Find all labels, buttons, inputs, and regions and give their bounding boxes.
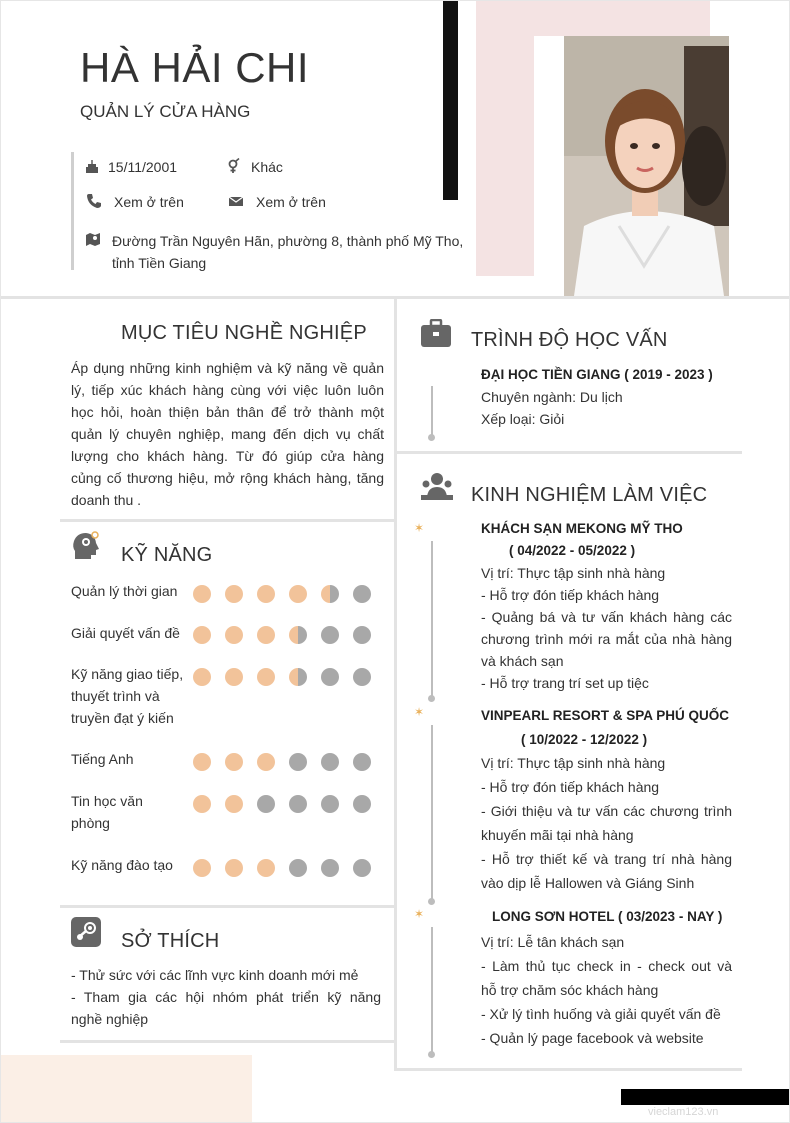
timeline-end [428,695,435,702]
skill-label: Giải quyết vấn đề [71,625,180,641]
skill-label: Quản lý thời gian [71,583,178,599]
objective-line: quản lý chuyên nghiệp, mang đến dịch vụ chất [71,426,384,442]
skills-divider [60,905,394,908]
profile-photo-illustration [564,36,729,296]
skill-dot [353,859,371,877]
skill-dot [321,753,339,771]
profile-photo [564,36,729,296]
briefcase-icon [421,319,451,352]
hobbies-divider [60,1040,394,1043]
skill-dot [257,753,275,771]
steam-hobby-icon [71,917,101,952]
skills-title: KỸ NĂNG [121,544,213,566]
skill-label: Tin học văn phòng [71,793,143,831]
skill-dot [193,753,211,771]
address-line-2: tỉnh Tiền Giang [112,255,207,271]
job-details [481,751,732,895]
school-name: ĐẠI HỌC TIỀN GIANG ( 2019 - 2023 ) [481,367,713,382]
skills-head-icon [71,531,101,566]
decor-peach-block [0,1055,252,1123]
skill-dot [225,859,243,877]
phone-icon [86,193,102,209]
job-line: và khách sạn [481,653,564,669]
skill-dot [321,859,339,877]
job-line: - Xử lý tình huống và giải quyết vấn đề [481,1006,721,1022]
skill-label: Kỹ năng giao tiếp, thuyết trình và truyền đạt ý kiến [71,666,184,726]
hobby-item: nghề nghiệp [71,1011,149,1027]
skill-dot [193,668,211,686]
phone-value: Xem ở trên [114,194,184,210]
skill-dot [321,668,339,686]
skill-dot [193,859,211,877]
job-details [481,562,732,694]
skill-dot [225,626,243,644]
timeline-line [431,386,433,436]
job-line: - Hỗ trợ đón tiếp khách hàng [481,587,660,603]
timeline-star-icon: ✶ [414,705,425,719]
column-divider [394,296,397,1068]
skill-label: Tiếng Anh [71,751,134,767]
objective-line: củng cố thương hiệu, mở rộng khách hàng, tăng [71,470,384,486]
job-line: Vị trí: Thực tập sinh nhà hàng [481,565,666,581]
job-line: - Quảng bá và tư vấn khách hàng các [481,609,732,625]
job-period: ( 04/2022 - 05/2022 ) [509,543,636,558]
decor-black-bar [443,0,458,200]
timeline-end [428,898,435,905]
objective-line: lượng cho khách hàng. Từ đó giúp cửa hàng [71,448,384,464]
skill-dot [225,795,243,813]
timeline-star-icon: ✶ [414,907,425,921]
email-envelope-icon [228,193,244,209]
job-company: KHÁCH SẠN MEKONG MỸ THO [481,521,683,536]
education-grade: Xếp loại: Giỏi [481,411,565,427]
skill-rating [193,795,371,813]
job-line: - Hỗ trợ thiết kế và trang trí nhà hàng [481,851,732,867]
skill-dot [289,626,307,644]
job-line: vào dịp lễ Hallowen và Giáng Sinh [481,875,695,891]
experience-title: KINH NGHIỆM LÀM VIỆC [471,484,708,506]
objective-text [71,357,384,511]
birthday-cake-icon [84,158,100,174]
gender-value: Khác [251,159,283,175]
skill-dot [321,795,339,813]
job-line: - Hỗ trợ đón tiếp khách hàng [481,779,660,795]
skill-dot [225,753,243,771]
address [112,230,463,274]
gender-icon [226,158,242,174]
timeline-line [431,927,433,1053]
job-line: Vị trí: Lễ tân khách sạn [481,934,625,950]
job-company: LONG SƠN HOTEL ( 03/2023 - NAY ) [492,909,723,924]
objective-divider [60,519,394,522]
timeline-star-icon: ✶ [414,521,425,535]
timeline-line [431,541,433,697]
skill-dot [193,626,211,644]
skill-rating [193,859,371,877]
skill-dot [225,668,243,686]
birthday-value: 15/11/2001 [108,159,178,175]
objective-title: MỤC TIÊU NGHỀ NGHIỆP [121,322,367,344]
skill-dot [321,585,339,603]
skill-dot [289,753,307,771]
skill-rating [193,585,371,603]
hobbies-title: SỞ THÍCH [121,930,220,952]
skill-dot [193,585,211,603]
hobby-item: - Tham gia các hội nhóm phát triển kỹ năng [71,989,381,1005]
job-line: - Giới thiệu và tư vấn các chương trình [481,803,732,819]
skill-dot [257,668,275,686]
skill-rating [193,626,371,644]
skill-dot [289,585,307,603]
skill-rating [193,668,371,686]
address-line-1: Đường Trần Nguyên Hãn, phường 8, thành phố Mỹ Tho, [112,233,464,249]
skill-dot [225,585,243,603]
objective-line: lý, tiếp xúc khách hàng cùng với việc luôn luôn [71,382,384,398]
skill-dot [193,795,211,813]
job-line: hỗ trợ chăm sóc khách hàng [481,982,659,998]
skill-dot [353,626,371,644]
email-value: Xem ở trên [256,194,326,210]
info-rule [71,152,74,270]
skill-label: Kỹ năng đào tạo [71,857,173,873]
watermark: vieclam123.vn [648,1106,719,1118]
skill-dot [257,626,275,644]
skill-dot [257,585,275,603]
job-period: ( 10/2022 - 12/2022 ) [521,732,648,747]
skill-dot [353,753,371,771]
education-divider [394,451,742,454]
skill-dot [289,668,307,686]
job-line: khuyến mãi tại nhà hàng [481,827,634,843]
education-block [481,364,713,430]
timeline-end [428,434,435,441]
education-title: TRÌNH ĐỘ HỌC VẤN [471,329,668,351]
job-line: Vị trí: Thực tập sinh nhà hàng [481,755,666,771]
timeline-end [428,1051,435,1058]
job-company: VINPEARL RESORT & SPA PHÚ QUỐC [481,708,730,723]
job-line: - Làm thủ tục check in - check out và [481,958,732,974]
job-line: - Hỗ trợ trang trí set up tiệc [481,675,649,691]
team-people-icon [421,471,453,506]
skill-dot [289,795,307,813]
objective-line: học hỏi, hoàn thiện bản thân để trở thành một [71,404,384,420]
experience-divider [394,1068,742,1071]
skill-dot [353,585,371,603]
map-location-icon [85,231,101,247]
objective-line: doanh thu . [71,492,142,508]
decor-black-footer-bar [621,1089,790,1105]
timeline-line [431,725,433,900]
skill-dot [353,795,371,813]
skill-dot [257,859,275,877]
job-title: QUẢN LÝ CỬA HÀNG [80,102,251,121]
job-line: chương trình mới ra mắt của nhà hàng [481,631,732,647]
skill-dot [289,859,307,877]
hobbies-list [71,964,381,1030]
job-details [481,930,732,1050]
skill-dot [321,626,339,644]
education-major: Chuyên ngành: Du lịch [481,389,623,405]
skill-dot [257,795,275,813]
skill-dot [353,668,371,686]
objective-line: Áp dụng những kinh nghiệm và kỹ năng về quản [71,360,384,376]
candidate-name: HÀ HẢI CHI [80,44,310,91]
hobby-item: - Thử sức với các lĩnh vực kinh doanh mới mẻ [71,967,359,983]
job-line: - Quản lý page facebook và website [481,1030,704,1046]
skill-rating [193,753,371,771]
